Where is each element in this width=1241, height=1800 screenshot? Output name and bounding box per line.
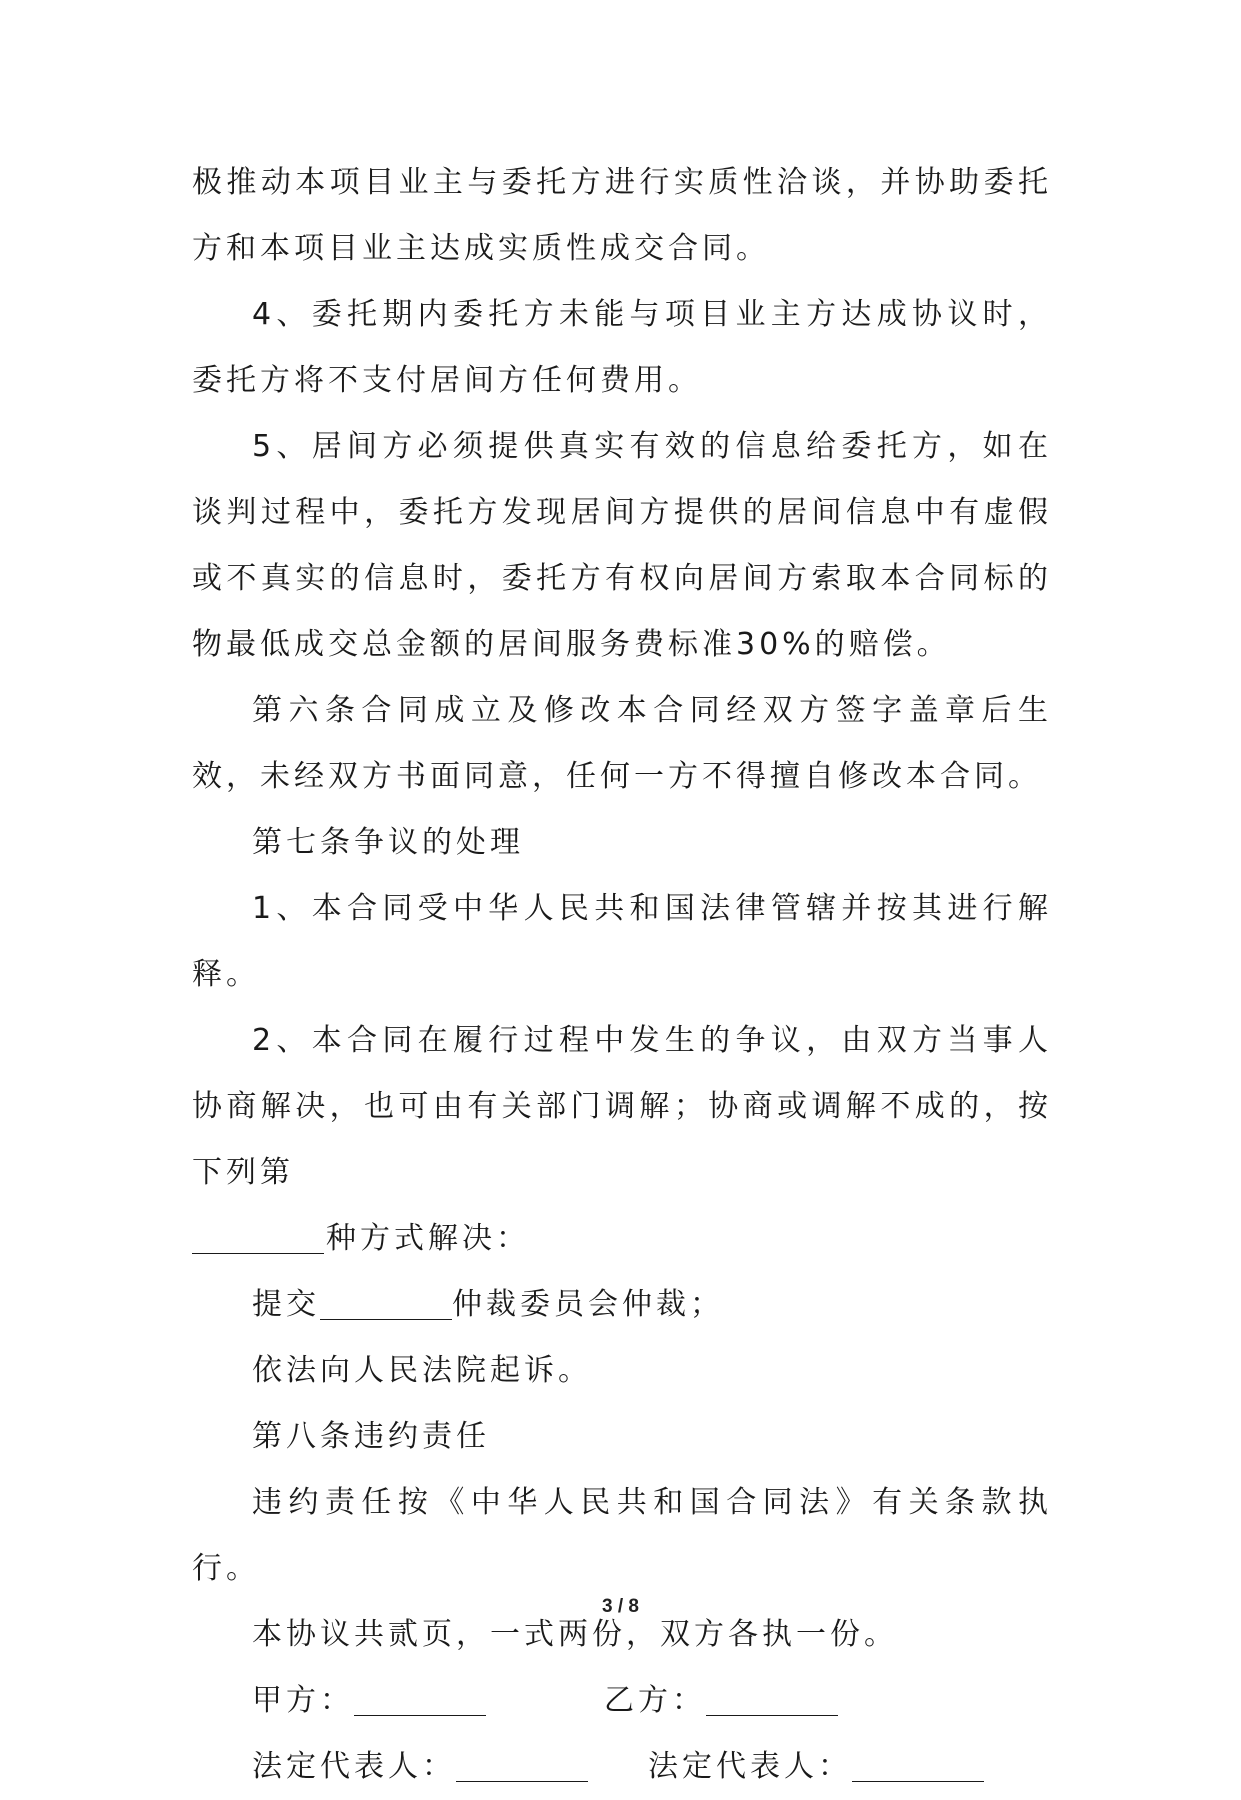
- clause-4: 4、委托期内委托方未能与项目业主方达成协议时，委托方将不支付居间方任何费用。: [192, 297, 1052, 398]
- method-number-blank: [192, 1223, 324, 1254]
- article-7-heading: 第七条争议的处理: [252, 825, 524, 860]
- litigation-option: 依法向人民法院起诉。: [252, 1353, 592, 1388]
- rep-a-blank: [456, 1751, 588, 1782]
- copies-statement: 本协议共贰页，一式两份，双方各执一份。: [252, 1617, 898, 1652]
- party-a-label: 甲方：: [252, 1683, 354, 1718]
- clause-2-tail: 种方式解决：: [326, 1221, 530, 1256]
- article-8-heading: 第八条违约责任: [252, 1419, 490, 1454]
- rep-b-signature: [648, 1734, 984, 1800]
- paragraph-continuation: 极推动本项目业主与委托方进行实质性洽谈，并协助委托方和本项目业主达成实质性成交合同。: [192, 165, 1052, 266]
- party-a-blank: [354, 1685, 486, 1716]
- arbitration-committee-blank: [320, 1289, 452, 1320]
- page-number: 3 / 8: [602, 1596, 639, 1617]
- document-body: [192, 150, 1052, 1800]
- article-6: 第六条合同成立及修改本合同经双方签字盖章后生效，未经双方书面同意，任何一方不得擅自修改本合同。: [192, 693, 1052, 794]
- arbitration-option: [192, 1272, 1052, 1338]
- arbitration-prefix: 提交: [252, 1287, 320, 1322]
- clause-2-text: 2、本合同在履行过程中发生的争议，由双方当事人协商解决，也可由有关部门调解；协商或调解不成的，按下列第: [192, 1023, 1052, 1190]
- article-7-clause-1: 1、本合同受中华人民共和国法律管辖并按其进行解释。: [192, 891, 1052, 992]
- signature-row-representatives: [192, 1734, 1052, 1800]
- rep-b-label: 法定代表人：: [648, 1749, 852, 1784]
- party-b-signature: [604, 1668, 838, 1734]
- article-7-clause-2: [192, 1008, 1052, 1272]
- party-b-label: 乙方：: [604, 1683, 706, 1718]
- rep-a-label: 法定代表人：: [252, 1749, 456, 1784]
- signature-row-parties: [192, 1668, 1052, 1734]
- rep-b-blank: [852, 1751, 984, 1782]
- party-a-signature: [252, 1668, 486, 1734]
- arbitration-suffix: 仲裁委员会仲裁；: [452, 1287, 724, 1322]
- party-b-blank: [706, 1685, 838, 1716]
- article-8-text: 违约责任按《中华人民共和国合同法》有关条款执行。: [192, 1485, 1052, 1586]
- rep-a-signature: [252, 1734, 588, 1800]
- clause-5: 5、居间方必须提供真实有效的信息给委托方，如在谈判过程中，委托方发现居间方提供的居间信息中有虚假或不真实的信息时，委托方有权向居间方索取本合同标的物最低成交总金额的居间服务费标准30%的赔偿。: [192, 429, 1052, 662]
